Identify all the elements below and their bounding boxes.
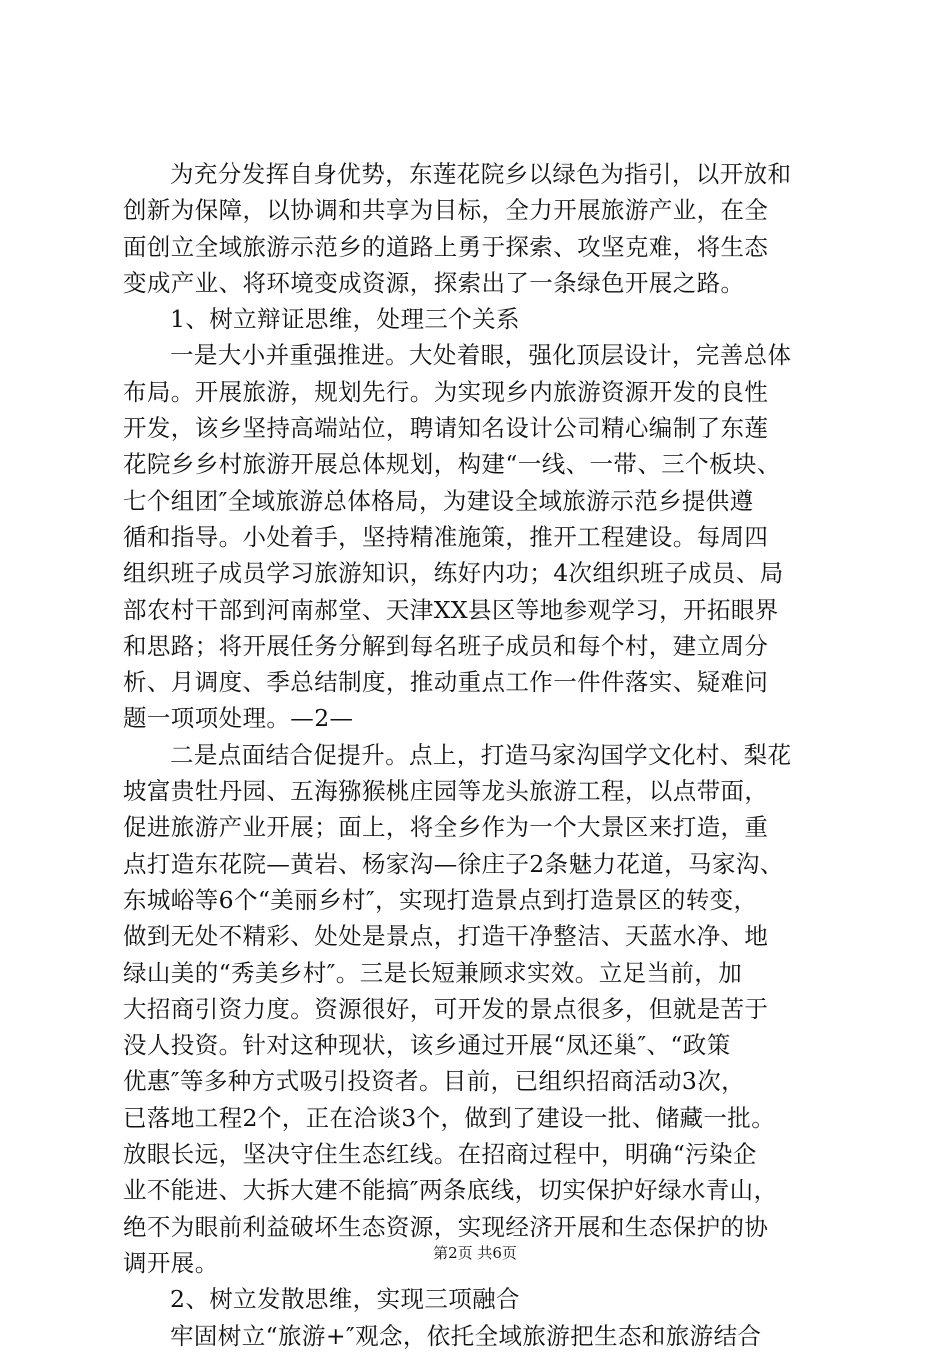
paragraph-line: 和思路；将开展任务分解到每名班子成员和每个村，建立周分 [123,631,769,660]
paragraph-line: 放眼长远，坚决守住生态红线。在招商过程中，明确“污染企 [123,1140,757,1169]
paragraph-line: 部农村干部到河南郝堂、天津XX县区等地参观学习，开拓眼界 [123,595,779,624]
paragraph-line: 坡富贵牡丹园、五海猕猴桃庄园等龙头旅游工程，以点带面， [123,777,769,806]
paragraph-line: 一是大小并重强推进。大处着眼，强化顶层设计，完善总体 [170,341,792,370]
paragraph-line: 已落地工程2个，正在洽谈3个，做到了建设一批、储藏一批。 [123,1103,776,1132]
paragraph-line: 变成产业、将环境变成资源，探索出了一条绿色开展之路。 [123,268,745,297]
paragraph-line: 没人投资。针对这种现状，该乡通过开展“凤还巢″、“政策 [123,1031,731,1060]
paragraph-line: 点打造东花院—黄岩、杨家沟—徐庄子2条魅力花道，马家沟、 [123,849,784,878]
paragraph-line: 面创立全域旅游示范乡的道路上勇于探索、攻坚克难，将生态 [123,232,769,261]
paragraph-line: 大招商引资力度。资源很好，可开发的景点很多，但就是苦于 [123,994,769,1023]
paragraph-line: 二是点面结合促提升。点上，打造马家沟国学文化村、梨花 [170,740,792,769]
paragraph-line: 开发，该乡坚持高端站位，聘请知名设计公司精心编制了东莲 [123,414,769,443]
paragraph-line: 调开展。 [123,1248,219,1277]
section-heading-2: 2、树立发散思维，实现三项融合 [170,1285,520,1314]
paragraph-line: 优惠″等多种方式吸引投资者。目前，已组织招商活动3次， [123,1067,746,1096]
paragraph-line: 创新为保障，以协调和共享为目标，全力开展旅游产业，在全 [123,196,769,225]
paragraph-line: 组织班子成员学习旅游知识，练好内功；4次组织班子成员、局 [123,559,784,588]
section-heading-1: 1、树立辩证思维，处理三个关系 [170,305,520,334]
paragraph-line: 循和指导。小处着手，坚持精准施策，推开工程建设。每周四 [123,522,769,551]
paragraph-line: 绿山美的“秀美乡村″。三是长短兼顾求实效。立足当前，加 [123,958,743,987]
paragraph-line: 题一项项处理。—2— [123,704,354,733]
paragraph-line: 东城峪等6个“美丽乡村″，实现打造景点到打造景区的转变， [123,885,758,914]
paragraph-line: 为充分发挥自身优势，东莲花院乡以绿色为指引，以开放和 [170,160,792,188]
page-number-footer: 第2页 共6页 [433,1244,517,1262]
document-body [123,156,843,1354]
paragraph-line: 促进旅游产业开展；面上，将全乡作为一个大景区来打造，重 [123,813,769,842]
paragraph-line: 业不能进、大拆大建不能搞″两条底线，切实保护好绿水青山， [123,1176,778,1205]
paragraph-line: 布局。开展旅游，规划先行。为实现乡内旅游资源开发的良性 [123,377,769,406]
paragraph-line: 七个组团″全域旅游总体格局，为建设全域旅游示范乡提供遵 [123,486,754,515]
paragraph-line: 绝不为眼前利益破坏生态资源，实现经济开展和生态保护的协 [123,1212,769,1241]
paragraph-line: 析、月调度、季总结制度，推动重点工作一件件落实、疑难问 [123,668,769,697]
paragraph-line: 做到无处不精彩、处处是景点，打造干净整洁、天蓝水净、地 [123,922,769,951]
paragraph-line: 牢固树立“旅游+″观念，依托全域旅游把生态和旅游结合 [170,1321,762,1350]
paragraph-line: 花院乡乡村旅游开展总体规划，构建“一线、一带、三个板块、 [123,450,781,479]
